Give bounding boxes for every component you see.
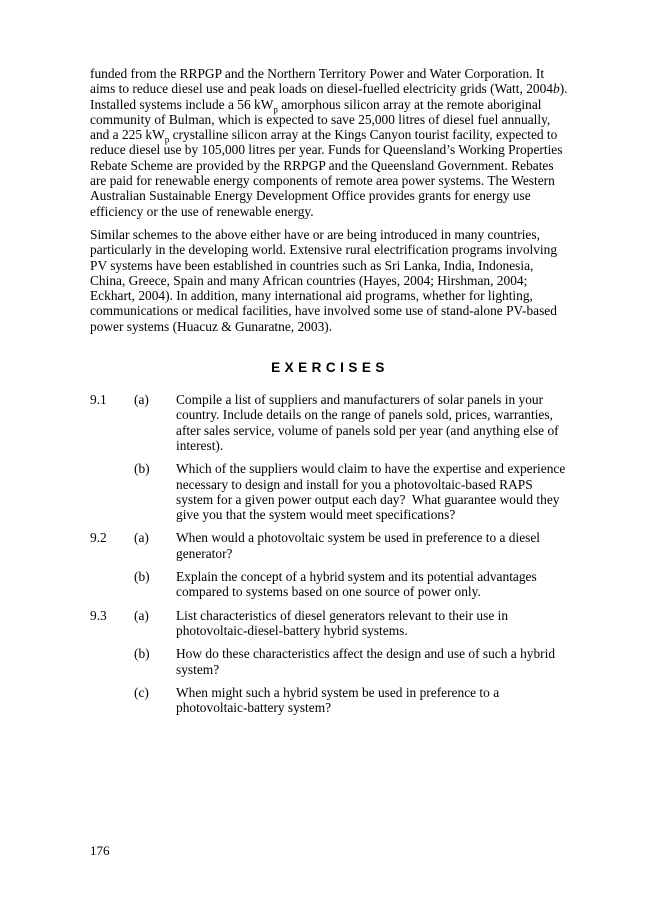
exercise-letter: (b) bbox=[134, 569, 150, 585]
exercise-row bbox=[90, 392, 570, 453]
exercise-row bbox=[90, 685, 570, 716]
exercise-row bbox=[90, 569, 570, 600]
exercise-letter: (b) bbox=[134, 646, 150, 662]
exercise-text: When might such a hybrid system be used in preference to a photovoltaic-battery system? bbox=[176, 684, 503, 716]
body-paragraph-2: Similar schemes to the above either have or are being introduced in many countries, particularly in the developing world. Extensive rural electrification programs involving PV systems have been established in countries such as Sri Lanka, India, Indonesia, China, Greece, Spain and many African countries (Hayes, 2004; Hirshman, 2004; Eckhart, 2004). In addition, many international aid programs, whether for lighting, communications or medical facilities, have involved some use of stand-alone PV-based power systems (Huacuz & Gunaratne, 2003). bbox=[90, 226, 558, 334]
exercises-list bbox=[90, 392, 570, 715]
exercise-row bbox=[90, 530, 570, 561]
exercise-row bbox=[90, 646, 570, 677]
exercise-letter: (a) bbox=[134, 530, 149, 546]
body-paragraph-1: funded from the RRPGP and the Northern Territory Power and Water Corporation. It aims to reduce diesel use and peak loads on diesel-fuelled electricity grids (Watt, 2004b). Installed systems include a 56 $kW_p$ amorphous silicon array at the remote aboriginal community of Bulman, which is expected to save 25,000 litres of diesel fuel annually, and a 225 $kW_p$ crystalline silicon array at the Kings Canyon tourist facility, expected to reduce diesel use by 105,000 litres per year. Funds for Queensland’s Working Properties Rebate Scheme are provided by the RRPGP and the Queensland Government. Rebates are paid for renewable energy components of remote area power systems. The Western Australian Sustainable Energy Development Office provides grants for energy use efficiency or the use of renewable energy. bbox=[90, 66, 568, 219]
page-number: 176 bbox=[90, 843, 110, 858]
exercise-number: 9.3 bbox=[90, 607, 107, 623]
page-content bbox=[90, 66, 570, 723]
exercise-number: 9.1 bbox=[90, 392, 107, 408]
exercise-row bbox=[90, 461, 570, 522]
exercise-letter: (c) bbox=[134, 684, 149, 700]
exercise-text: Which of the suppliers would claim to have the expertise and experience necessary to design and install for you a photovoltaic-based RAPS system for a given power output each day? What guarantee would they give you that the system would meet specifications? bbox=[176, 461, 569, 523]
exercise-text: How do these characteristics affect the design and use of such a hybrid system? bbox=[176, 646, 559, 677]
exercise-letter: (b) bbox=[134, 461, 150, 477]
exercises-heading: EXERCISES bbox=[271, 360, 389, 376]
exercise-letter: (a) bbox=[134, 607, 149, 623]
exercise-text: List characteristics of diesel generators relevant to their use in photovoltaic-diesel-battery hybrid systems. bbox=[176, 607, 512, 638]
exercise-letter: (a) bbox=[134, 392, 149, 408]
exercise-text: Compile a list of suppliers and manufacturers of solar panels in your country. Include details on the range of panels sold, prices, warranties, after sales service, volume of panels sold per year (and anything else of interest). bbox=[176, 392, 562, 453]
exercise-row bbox=[90, 608, 570, 639]
exercise-number: 9.2 bbox=[90, 530, 107, 546]
exercise-text: When would a photovoltaic system be used in preference to a diesel generator? bbox=[176, 530, 544, 561]
exercise-text: Explain the concept of a hybrid system and its potential advantages compared to systems based on one source of power only. bbox=[176, 569, 541, 600]
